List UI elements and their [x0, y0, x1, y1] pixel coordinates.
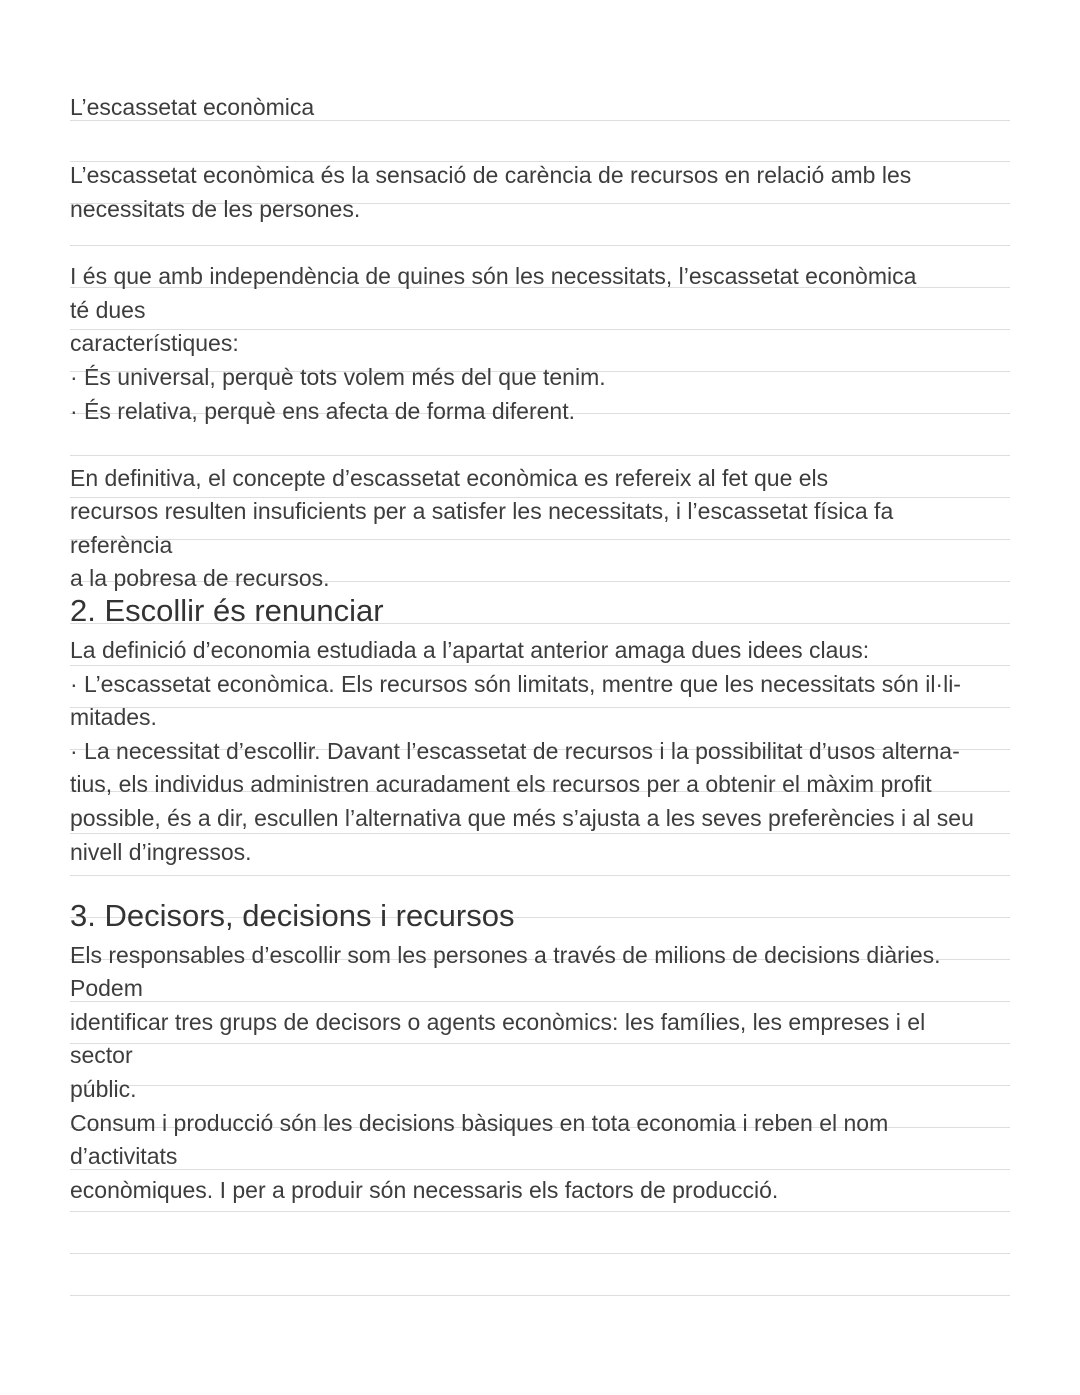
rule-line	[70, 1169, 1010, 1170]
rule-line	[70, 875, 1010, 876]
characteristics-line: I és que amb independència de quines són les necessitats, l’escassetat econòmica	[70, 263, 917, 289]
section-2-line: · La necessitat d’escollir. Davant l’escassetat de recursos i la possibilitat d’usos alterna-	[70, 738, 960, 764]
rule-line	[70, 245, 1010, 246]
section-2-line: nivell d’ingressos.	[70, 839, 252, 865]
conclusion-line: En definitiva, el concepte d’escassetat econòmica es refereix al fet que els	[70, 465, 829, 491]
section-3-line: Podem	[70, 975, 143, 1001]
section-2-line: possible, és a dir, escullen l’alternativa que més s’ajusta a les seves preferències i al seu	[70, 805, 974, 831]
section-3-line: econòmiques. I per a produir són necessaris els factors de producció.	[70, 1177, 779, 1203]
characteristics-line: característiques:	[70, 330, 239, 356]
conclusion-line: referència	[70, 532, 173, 558]
bullet-relative: · És relativa, perquè ens afecta de forma diferent.	[70, 398, 575, 424]
section-2-heading: 2. Escollir és renunciar	[70, 593, 384, 628]
rule-line	[70, 1043, 1010, 1044]
section-2-line: tius, els individus administren acuradament els recursos per a obtenir el màxim profit	[70, 771, 932, 797]
section-2-line: · L’escassetat econòmica. Els recursos són limitats, mentre que les necessitats són il·li-	[70, 671, 961, 697]
document-title: L’escassetat econòmica	[70, 94, 315, 120]
rule-line	[70, 1295, 1010, 1296]
conclusion-line: a la pobresa de recursos.	[70, 565, 330, 591]
section-2-line: La definició d’economia estudiada a l’apartat anterior amaga dues idees claus:	[70, 637, 870, 663]
section-3-line: públic.	[70, 1076, 137, 1102]
rule-line	[70, 455, 1010, 456]
section-3-line: Consum i producció són les decisions bàsiques en tota economia i reben el nom	[70, 1110, 889, 1136]
characteristics-line: té dues	[70, 297, 146, 323]
intro-line: necessitats de les persones.	[70, 196, 361, 222]
rule-line	[70, 1253, 1010, 1254]
section-3-line: sector	[70, 1042, 133, 1068]
rule-line	[70, 1211, 1010, 1212]
section-3-heading: 3. Decisors, decisions i recursos	[70, 898, 515, 933]
bullet-universal: · És universal, perquè tots volem més del que tenim.	[70, 364, 606, 390]
rule-line	[70, 1001, 1010, 1002]
rule-line	[70, 833, 1010, 834]
rule-line	[70, 665, 1010, 666]
conclusion-line: recursos resulten insuficients per a satisfer les necessitats, i l’escassetat física fa	[70, 498, 894, 524]
section-3-line: identificar tres grups de decisors o agents econòmics: les famílies, les empreses i el	[70, 1009, 926, 1035]
rule-line	[70, 707, 1010, 708]
section-3-line: Els responsables d’escollir som les persones a través de milions de decisions diàries.	[70, 942, 941, 968]
rule-line	[70, 539, 1010, 540]
section-2-line: mitades.	[70, 704, 157, 730]
rule-line	[70, 1085, 1010, 1086]
section-3-line: d’activitats	[70, 1143, 178, 1169]
intro-line: L’escassetat econòmica és la sensació de carència de recursos en relació amb les	[70, 162, 912, 188]
